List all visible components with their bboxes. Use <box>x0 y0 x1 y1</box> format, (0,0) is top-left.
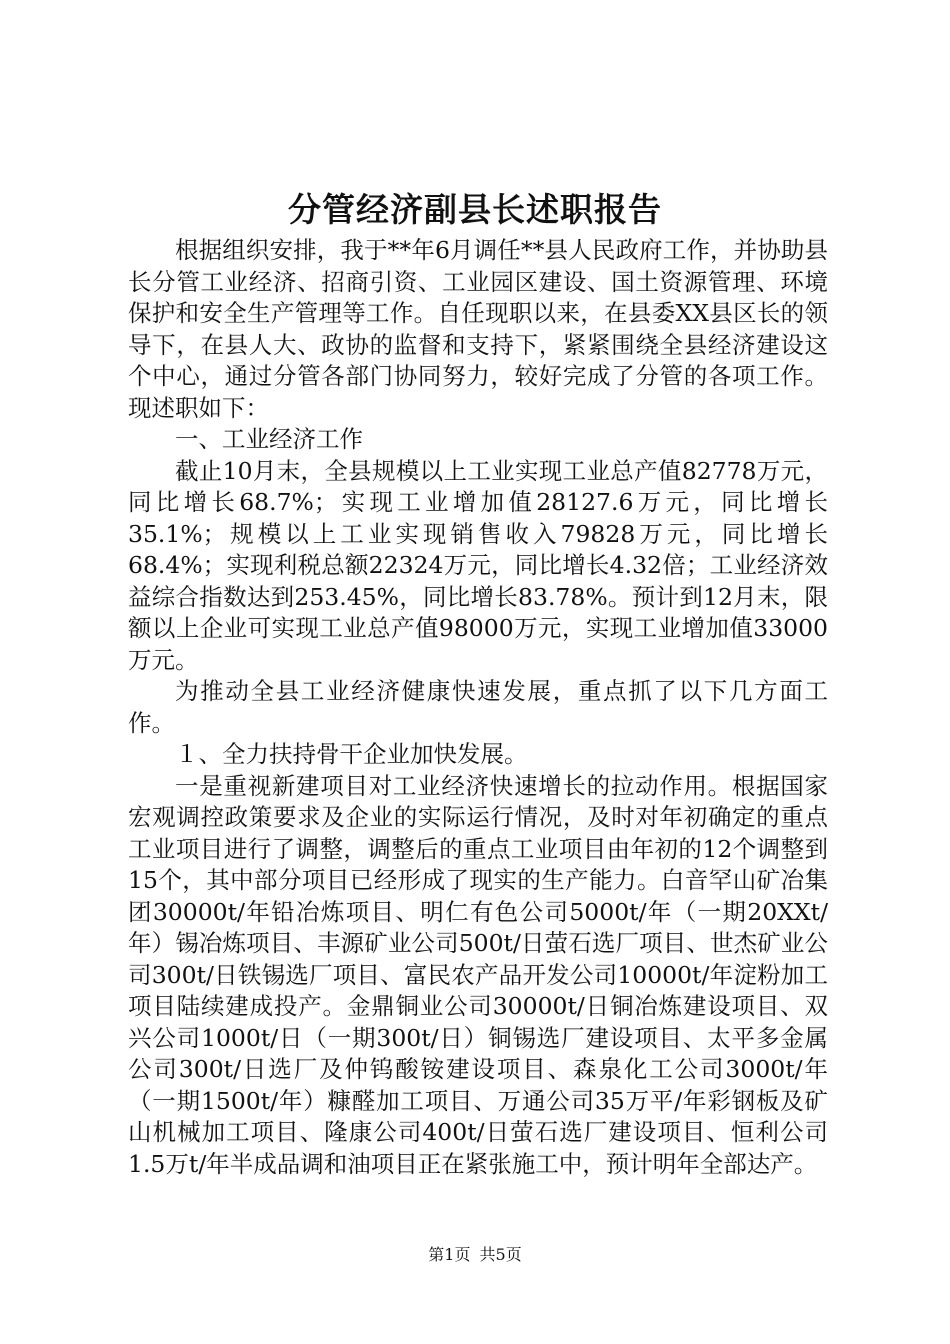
paragraph-statistics: 截止10月末，全县规模以上工业实现工业总产值82778万元，同比增长68.7%；实现工业增加值28127.6万元，同比增长35.1%；规模以上工业实现销售收入79828万元，同比增长68.4%；实现利税总额22324万元，同比增长4.32倍；工业经济效益综合指数达到253.45%，同比增长83.78%。预计到12月末，限额以上企业可实现工业总产值98000万元，实现工业增加值33000万元。 <box>128 456 828 674</box>
section-heading-industrial-economy: 一、工业经济工作 <box>175 425 363 453</box>
page-number-footer: 第1页 共5页 <box>428 1245 522 1264</box>
document-body <box>128 235 828 1180</box>
paragraph-focus-areas: 为推动全县工业经济健康快速发展，重点抓了以下几方面工作。 <box>128 677 828 737</box>
page-title: 分管经济副县长述职报告 <box>288 190 662 229</box>
paragraph-intro: 根据组织安排，我于**年6月调任**县人民政府工作，并协助县长分管工业经济、招商引资、工业园区建设、国土资源管理、环境保护和安全生产管理等工作。自任现职以来，在县委XX县区长的领导下，在县人大、政协的监督和支持下，紧紧围绕全县经济建设这个中心，通过分管各部门协同努力，较好完成了分管的各项工作。现述职如下： <box>128 236 828 422</box>
subheading-key-enterprises: １、全力扶持骨干企业加快发展。 <box>175 740 528 768</box>
paragraph-projects: 一是重视新建项目对工业经济快速增长的拉动作用。根据国家宏观调控政策要求及企业的实际运行情况，及时对年初确定的重点工业项目进行了调整，调整后的重点工业项目由年初的12个调整到15个，其中部分项目已经形成了现实的生产能力。白音罕山矿冶集团30000t/年铅冶炼项目、明仁有色公司5000t/年（一期20XXt/年）锡冶炼项目、丰源矿业公司500t/日萤石选厂项目、世杰矿业公司300t/日铁锡选厂项目、富民农产品开发公司10000t/年淀粉加工项目陆续建成投产。金鼎铜业公司30000t/日铜冶炼建设项目、双兴公司1000t/日（一期300t/日）铜锡选厂建设项目、太平多金属公司300t/日选厂及仲钨酸铵建设项目、森泉化工公司3000t/年（一期1500t/年）糠醛加工项目、万通公司35万平/年彩钢板及矿山机械加工项目、隆康公司400t/日萤石选厂建设项目、恒利公司1.5万t/年半成品调和油项目正在紧张施工中，预计明年全部达产。 <box>128 771 828 1178</box>
